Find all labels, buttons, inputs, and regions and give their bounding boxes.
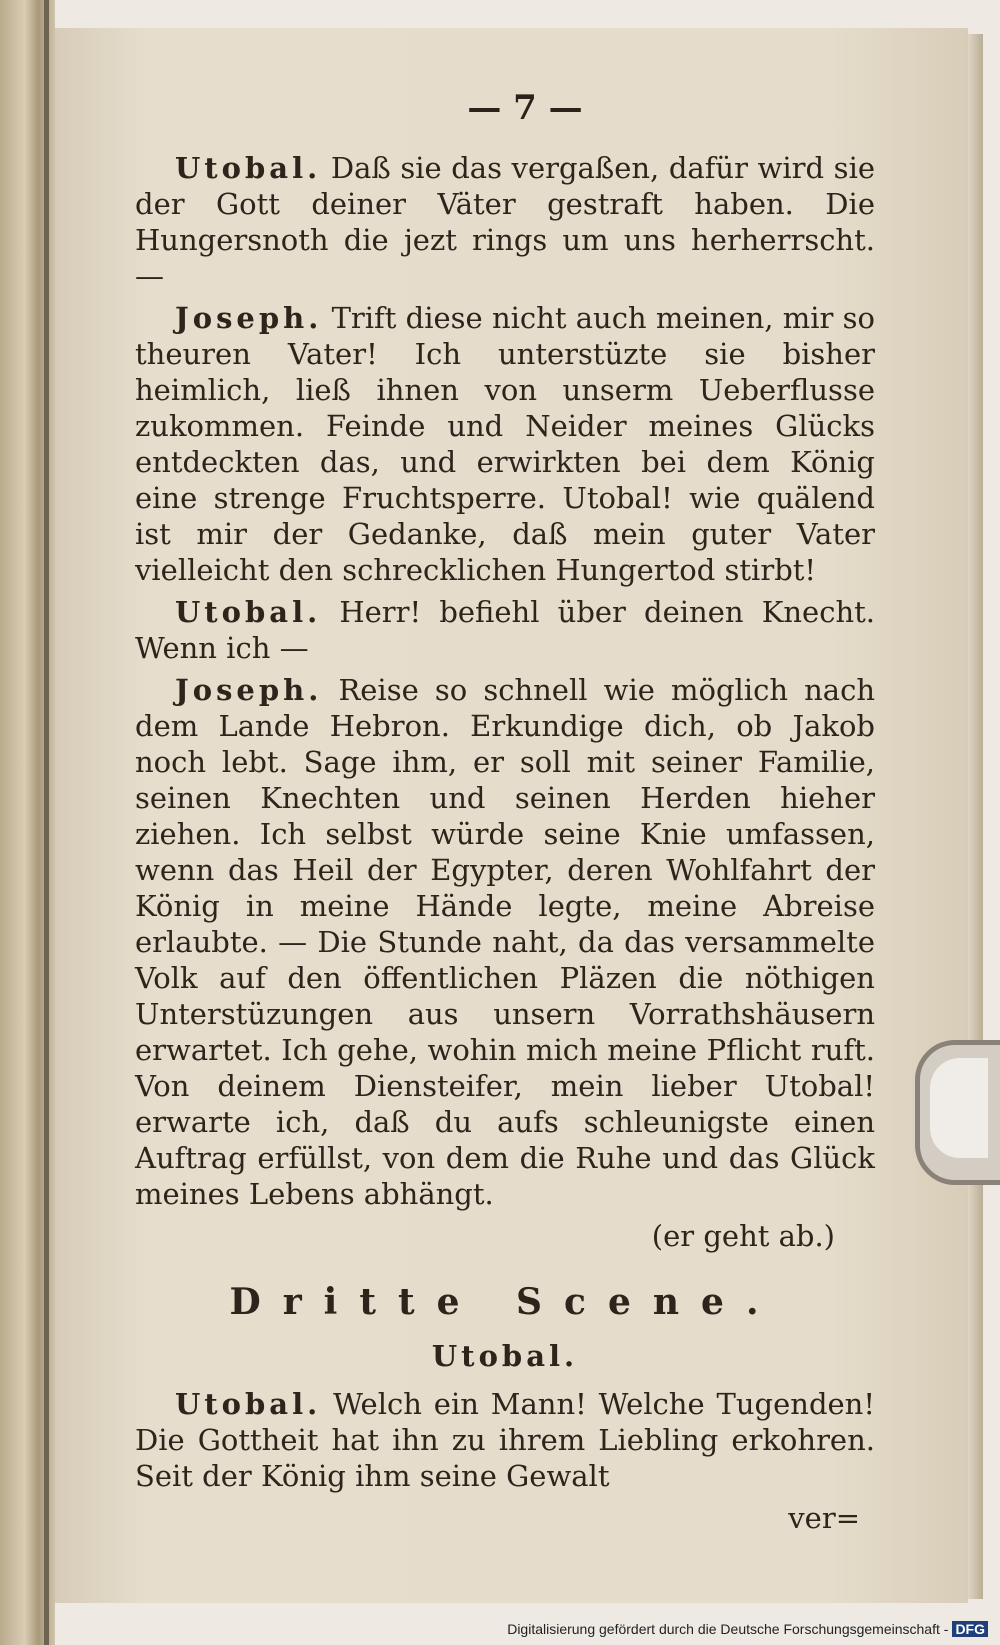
page-number: — 7 — xyxy=(467,88,583,128)
scene-title: Dritte Scene. xyxy=(229,1281,781,1323)
paragraph-text: Reise so schnell wie möglich nach dem Lande Hebron. Erkundige dich, ob Jakob noch lebt. Sage ihm, er soll mit seiner Familie, seinen Knechten und seinen Herden hieher ziehen. Ich selbst würde seine Knie umfassen, wenn das Heil der Egypter, deren Wohlfahrt der König in meine Hände legte, meine Abreise erlaubte. — Die Stunde naht, da das versammelte Volk auf den öffentlichen Pläzen die nöthigen Unterstüzungen aus unsern Vorrathshäusern erwartet. Ich gehe, wohin mich meine Pflicht ruft. Von deinem Diensteifer, mein lieber Utobal! erwarte ich, daß du aufs schleunigste einen Auftrag erfüllst, von dem die Ruhe und das Glück meines Lebens abhängt. xyxy=(135,673,876,1211)
paragraph xyxy=(135,672,875,1212)
scene-character: Utobal. xyxy=(431,1339,579,1373)
paragraph-text: Trift diese nicht auch meinen, mir so theuren Vater! Ich unterstüzte sie bisher heimlich, ließ ihnen von unserm Ueberflusse zukommen. Feinde und Neider meines Glücks entdeckten das, und erwirkten bei dem König eine strenge Fruchtsperre. Utobal! wie quälend ist mir der Gedanke, daß mein guter Vater vielleicht den schrecklichen Hungertod stirbt! xyxy=(135,301,875,587)
paragraph xyxy=(135,150,875,294)
catchword: ver= xyxy=(788,1501,860,1535)
paragraph-text: Herr! befiehl über deinen Knecht. Wenn ich — xyxy=(135,595,876,665)
paragraph xyxy=(135,1386,875,1494)
speaker-name: Joseph. xyxy=(175,301,323,335)
speaker-name: Utobal. xyxy=(175,1387,322,1421)
speaker-name: Utobal. xyxy=(175,595,322,629)
footer-credit xyxy=(507,1621,988,1637)
dfg-logo: DFG xyxy=(952,1621,988,1637)
bookmark-tab-inner xyxy=(930,1058,988,1158)
page-text xyxy=(135,150,875,1536)
speaker-name: Utobal. xyxy=(175,151,322,185)
footer-text: Digitalisierung gefördert durch die Deutsche Forschungsgemeinschaft - xyxy=(507,1621,949,1637)
paragraph xyxy=(135,300,875,588)
stage-direction: (er geht ab.) xyxy=(651,1219,835,1253)
paragraph xyxy=(135,594,875,666)
speaker-name: Joseph. xyxy=(175,673,323,707)
spine-edge xyxy=(44,0,49,1645)
paragraph-text: Welch ein Mann! Welche Tugenden! Die Gottheit hat ihn zu ihrem Liebling erkohren. Seit der König ihm seine Gewalt xyxy=(135,1387,876,1493)
paragraph-text: Daß sie das vergaßen, dafür wird sie der Gott deiner Väter gestraft haben. Die Hungersnoth die jezt rings um uns herherrscht. — xyxy=(135,151,875,293)
